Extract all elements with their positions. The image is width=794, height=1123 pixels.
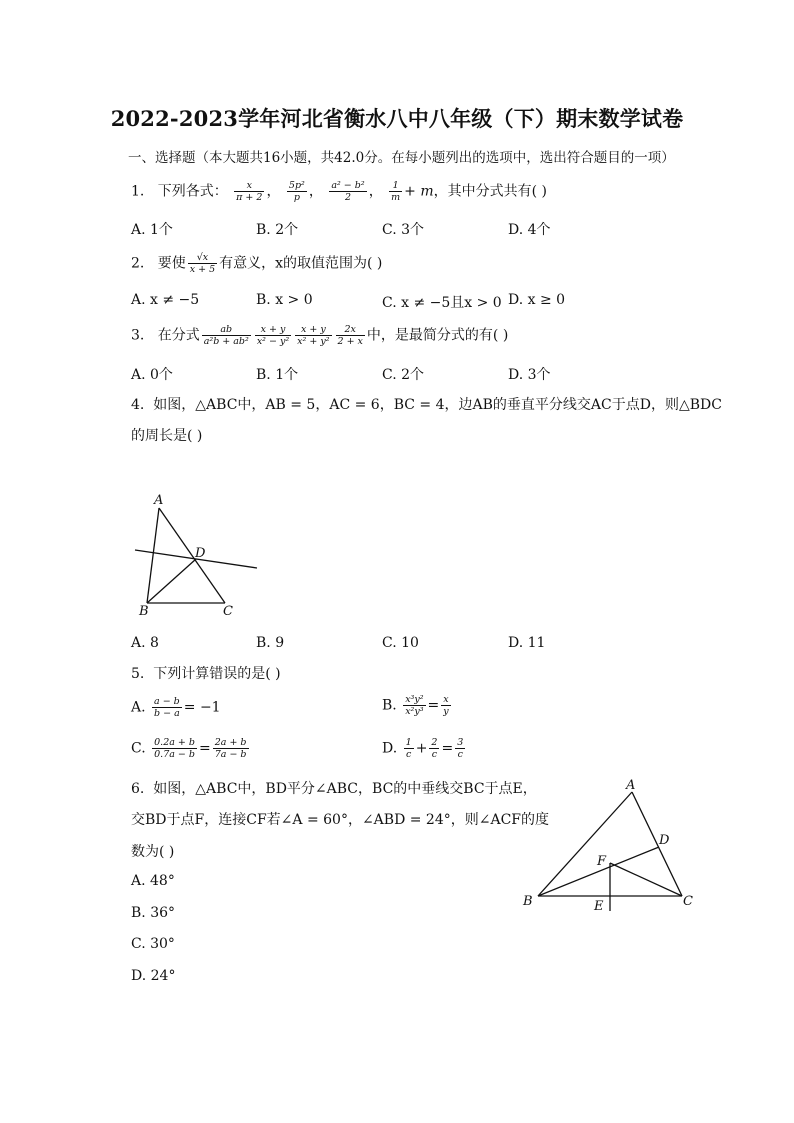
section-heading: 一、选择题（本大题共16小题，共42.0分。在每小题列出的选项中，选出符合题目的一项） <box>128 150 675 166</box>
option-d[interactable]: D. 24° <box>131 968 176 984</box>
question-number: 2. <box>131 255 145 272</box>
question-3: 3. 在分式 $\frac{ab}{\text{a²b + ab²}}$ $\frac{x + y}{\text{x² − y²}}$ $\frac{x + y}{\text{x² + y²}}$ $\frac{2x}{2 + x}$ 中，是最简分式的有( ) <box>131 324 509 347</box>
option-a[interactable]: A. 8 <box>131 635 159 651</box>
option-c[interactable]: C. 3个 <box>382 222 425 238</box>
question-4-line-2: 的周长是( ) <box>131 428 203 444</box>
fraction: $\frac{x}{\pi + 2}$ <box>236 180 263 203</box>
fraction: $\frac{0.2a + b}{0.7a - b}$ <box>154 737 195 760</box>
fraction: $\frac{\text{x³y²}}{\text{x²y³}}$ <box>405 694 424 717</box>
question-number: 1. <box>131 183 145 200</box>
question-6-line-3: 数为( ) <box>131 844 175 860</box>
option-a[interactable]: A. 48° <box>131 873 175 889</box>
option-d[interactable]: D. 3个 <box>508 367 551 383</box>
segment-ab <box>147 508 159 603</box>
label-a: A <box>154 493 164 508</box>
option-c[interactable]: C. x ≠ −5且x > 0 <box>382 295 502 311</box>
option-d[interactable]: D. $\frac{1}{c}$ + $\frac{2}{c}$ = $\frac{3}{c}$ <box>382 737 464 760</box>
option-c[interactable]: C. 30° <box>131 936 175 952</box>
option-d[interactable]: D. 11 <box>508 635 546 651</box>
option-c[interactable]: C. 10 <box>382 635 419 651</box>
option-c[interactable]: C. $\frac{0.2a + b}{0.7a - b}$ = $\frac{2a + b}{7a - b}$ <box>131 737 247 760</box>
option-b[interactable]: B. $\frac{\text{x³y²}}{\text{x²y³}}$ = $\frac{x}{y}$ <box>382 694 449 717</box>
segment-cf <box>610 863 682 896</box>
question-5: 5. 下列计算错误的是( ) <box>131 666 281 682</box>
option-d[interactable]: D. 4个 <box>508 222 551 238</box>
fraction: $\frac{\text{a² − b²}}{2}$ <box>331 180 365 203</box>
segment-ab <box>538 792 632 896</box>
segment-bd <box>147 559 196 603</box>
segment-ac <box>632 792 682 896</box>
label-b: B <box>139 604 149 619</box>
fraction: $\frac{3}{c}$ <box>457 737 464 760</box>
question-6-line-1: 6. 如图，△ABC中，BD平分∠ABC，BC的中垂线交BC于点E， <box>131 781 537 797</box>
option-a[interactable]: A. $\frac{a - b}{b - a}$ = −1 <box>131 696 221 719</box>
option-b[interactable]: B. x > 0 <box>256 292 313 308</box>
option-a[interactable]: A. 0个 <box>131 367 173 383</box>
option-b[interactable]: B. 1个 <box>256 367 299 383</box>
fraction: $\frac{\text{5p²}}{p}$ <box>288 180 305 203</box>
fraction: $\frac{1}{m}$ <box>391 180 401 203</box>
fraction: $\frac{ab}{\text{a²b + ab²}}$ <box>203 324 249 347</box>
label-d: D <box>659 833 670 848</box>
fraction: $\frac{x + y}{\text{x² + y²}}$ <box>297 324 330 347</box>
label-c: C <box>683 894 693 909</box>
fraction: $\frac{a - b}{b - a}$ <box>154 696 180 719</box>
option-a[interactable]: A. 1个 <box>131 222 173 238</box>
fraction: $\frac{2a + b}{7a - b}$ <box>214 737 247 760</box>
option-b[interactable]: B. 36° <box>131 905 176 921</box>
question-1: 1. 下列各式： $\frac{x}{\pi + 2}$ ， $\frac{\text{5p²}}{p}$ ， $\frac{\text{a² − b²}}{2}$ ， $\frac{1}{m}$ + m，其中分式共有( ) <box>131 180 547 203</box>
option-d[interactable]: D. x ≥ 0 <box>508 292 566 308</box>
label-c: C <box>223 604 233 619</box>
page-title: 2022-2023学年河北省衡水八中八年级（下）期末数学试卷 <box>110 106 684 131</box>
option-b[interactable]: B. 9 <box>256 635 285 651</box>
fraction: $\frac{√x}{x + 5}$ <box>189 252 216 275</box>
fraction: $\frac{x}{y}$ <box>443 694 449 717</box>
triangle-figure-q4 <box>130 488 265 623</box>
question-number: 5. <box>131 666 145 682</box>
option-b[interactable]: B. 2个 <box>256 222 299 238</box>
fraction: $\frac{2x}{2 + x}$ <box>337 324 363 347</box>
fraction: $\frac{2}{c}$ <box>431 737 438 760</box>
label-e: E <box>594 899 604 914</box>
question-2: 2. 要使 $\frac{√x}{x + 5}$ 有意义，x的取值范围为( ) <box>131 252 383 275</box>
question-text: 下列各式： <box>157 183 228 200</box>
question-number: 6. <box>131 781 145 797</box>
option-a[interactable]: A. x ≠ −5 <box>131 292 200 308</box>
triangle-figure-q6 <box>518 775 698 915</box>
label-b: B <box>523 894 533 909</box>
fraction: $\frac{x + y}{\text{x² − y²}}$ <box>256 324 290 347</box>
option-c[interactable]: C. 2个 <box>382 367 425 383</box>
question-6-line-2: 交BD于点F，连接CF若∠A = 60°，∠ABD = 24°，则∠ACF的度 <box>131 812 550 828</box>
label-f: F <box>597 854 607 869</box>
question-number: 3. <box>131 327 145 344</box>
label-a: A <box>626 778 636 793</box>
fraction: $\frac{1}{c}$ <box>405 737 412 760</box>
question-number: 4. <box>131 397 145 413</box>
question-4-line-1: 4. 如图，△ABC中，AB = 5，AC = 6，BC = 4，边AB的垂直平分线交AC于点D，则△BDC <box>131 397 722 413</box>
label-d: D <box>195 546 206 561</box>
